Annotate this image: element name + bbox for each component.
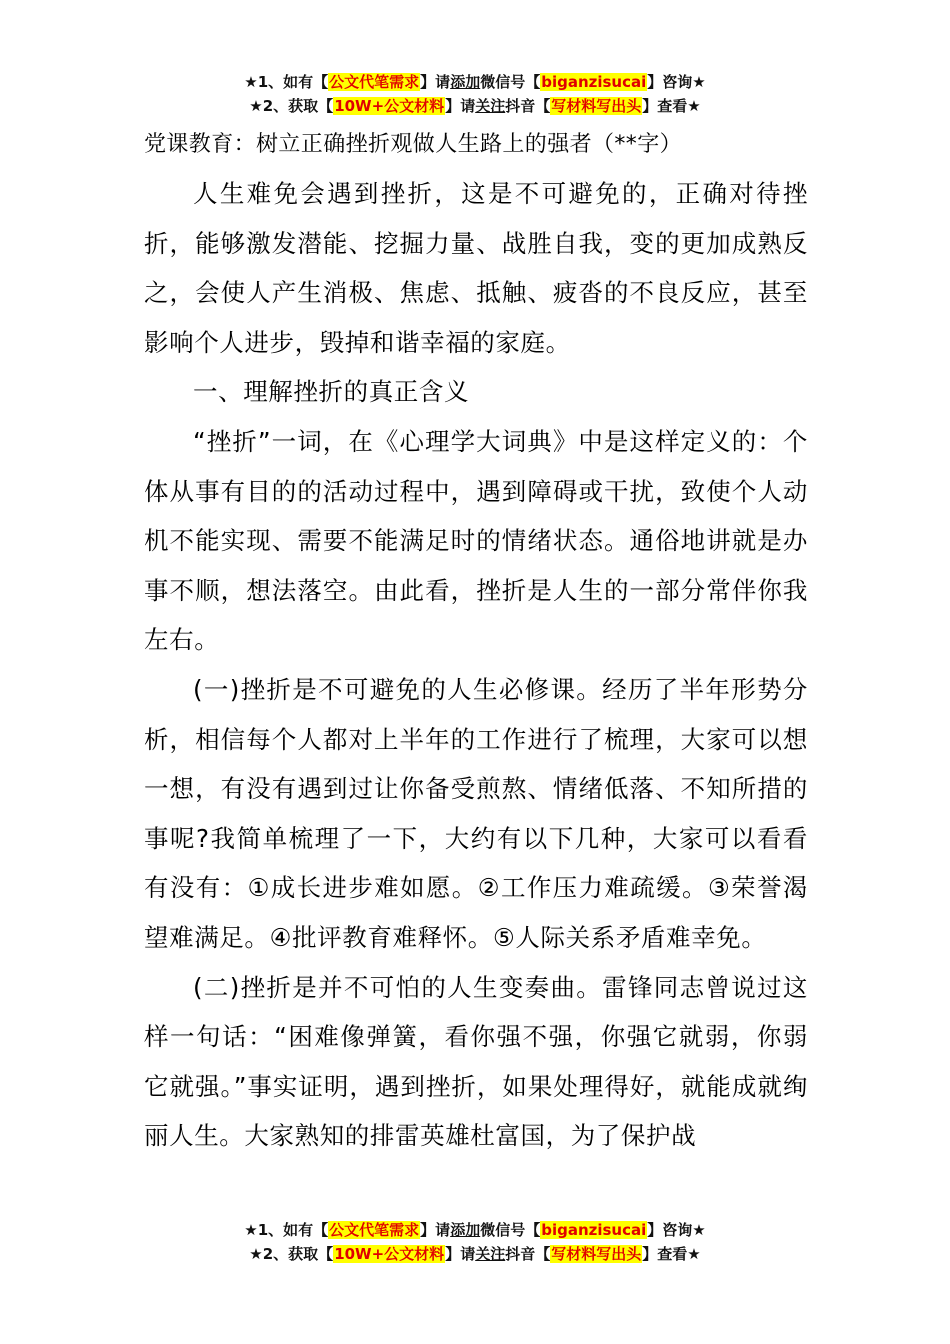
paragraph: “挫折”一词，在《心理学大词典》中是这样定义的：个体从事有目的的活动过程中，遇到障碍或干扰，致使个人动机不能实现、需要不能满足时的情绪状态。通俗地讲就是办事不顺，想法落空。由此看，挫折是人生的一部分常伴你我左右。 <box>144 426 808 655</box>
highlight-text: 公文代笔需求 <box>329 1221 420 1239</box>
highlight-text: 写材料写出头 <box>551 97 642 115</box>
document-body <box>144 121 808 1161</box>
highlight-text: 公文代笔需求 <box>329 73 420 91</box>
section-heading: 一、理解挫折的真正含义 <box>193 377 470 407</box>
banner-line-2: ★2、获取【10W+公文材料】请关注抖音【写材料写出头】查看★ <box>249 97 701 115</box>
highlight-text: biganzisucai <box>541 73 647 91</box>
document-title: 党课教育：树立正确挫折观做人生路上的强者（**字） <box>144 132 683 157</box>
paragraph: 人生难免会遇到挫折，这是不可避免的，正确对待挫折，能够激发潜能、挖掘力量、战胜自我，变的更加成熟反之，会使人产生消极、焦虑、抵触、疲沓的不良反应，甚至影响个人进步，毁掉和谐幸福的家庭。 <box>144 179 808 357</box>
footer-banner <box>0 1218 950 1266</box>
footer-line-2: ★2、获取【10W+公文材料】请关注抖音【写材料写出头】查看★ <box>249 1245 701 1263</box>
highlight-text: biganzisucai <box>541 1221 647 1239</box>
paragraph: (二)挫折是并不可怕的人生变奏曲。雷锋同志曾说过这样一句话：“困难像弹簧，看你强不强，你强它就弱，你弱它就强。”事实证明，遇到挫折，如果处理得好，就能成就绚丽人生。大家熟知的排雷英雄杜富国，为了保护战 <box>144 972 808 1151</box>
header-banner <box>0 70 950 118</box>
highlight-text: 10W+公文材料 <box>334 97 445 115</box>
paragraph: (一)挫折是不可避免的人生必修课。经历了半年形势分析，相信每个人都对上半年的工作进行了梳理，大家可以想一想，有没有遇到过让你备受煎熬、情绪低落、不知所措的事呢?我简单梳理了一下，大约有以下几种，大家可以看看有没有：①成长进步难如愿。②工作压力难疏缓。③荣誉渴望难满足。④批评教育难释怀。⑤人际关系矛盾难幸免。 <box>144 674 808 952</box>
banner-line-1: ★1、如有【公文代笔需求】请添加微信号【biganzisucai】咨询★ <box>244 73 706 91</box>
highlight-text: 10W+公文材料 <box>334 1245 445 1263</box>
highlight-text: 写材料写出头 <box>551 1245 642 1263</box>
footer-line-1: ★1、如有【公文代笔需求】请添加微信号【biganzisucai】咨询★ <box>244 1221 706 1239</box>
